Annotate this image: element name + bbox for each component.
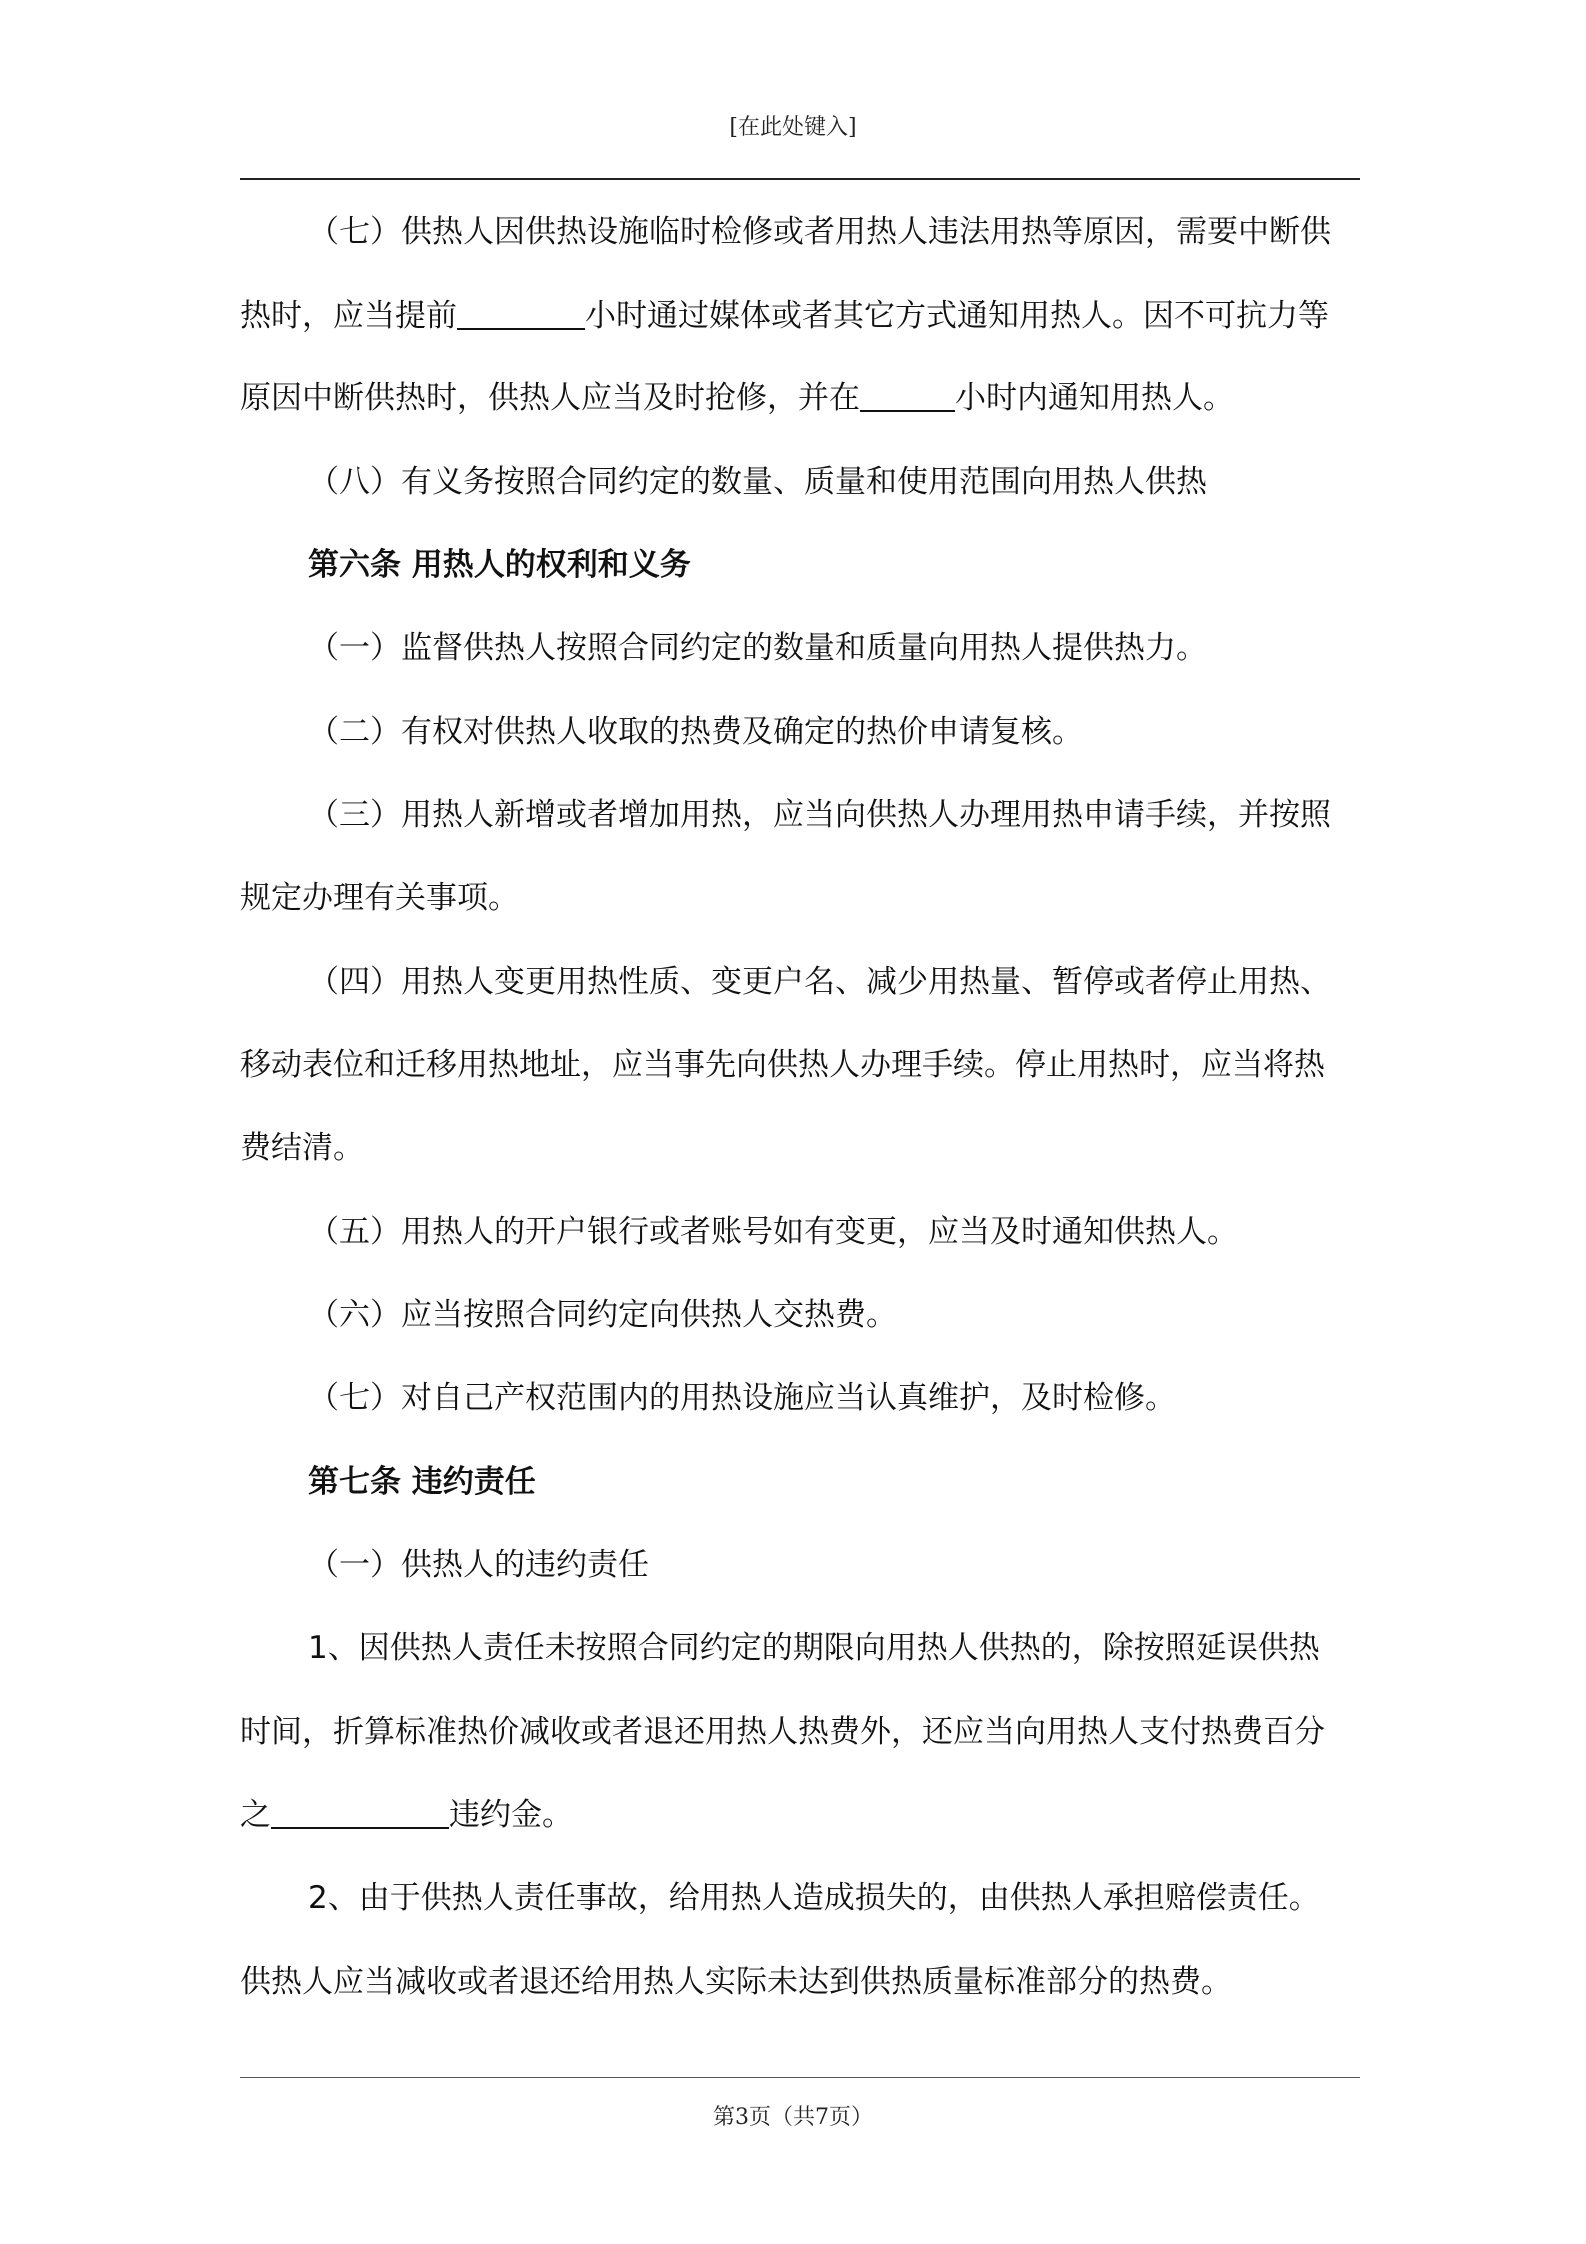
section-heading: 第七条 违约责任	[308, 1464, 536, 1500]
paragraph-line: 规定办理有关事项。	[240, 880, 519, 916]
paragraph-line: 2、由于供热人责任事故，给用热人造成损失的，由供热人承担赔偿责任。	[308, 1880, 1320, 1916]
paragraph-line: （四）用热人变更用热性质、变更户名、减少用热量、暂停或者停止用热、	[308, 964, 1331, 1000]
fill-in-blank-hours[interactable]	[860, 382, 955, 412]
line-text: 小时内通知用热人。	[955, 380, 1234, 416]
paragraph-line: 1、因供热人责任未按照合同约定的期限向用热人供热的，除按照延误供热	[308, 1630, 1320, 1666]
header-divider	[240, 178, 1360, 180]
paragraph-line	[240, 1795, 573, 1835]
paragraph-line: 供热人应当减收或者退还给用热人实际未达到供热质量标准部分的热费。	[240, 1964, 1232, 2000]
page-header: [在此处键入]	[729, 115, 857, 140]
line-text: 热时，应当提前	[240, 298, 457, 334]
paragraph-line: （三）用热人新增或者增加用热，应当向供热人办理用热申请手续，并按照	[308, 797, 1331, 833]
paragraph-line: 费结清。	[240, 1130, 364, 1166]
paragraph-line: （七）供热人因供热设施临时检修或者用热人违法用热等原因，需要中断供	[308, 214, 1331, 250]
page-footer: 第3页（共7页）	[713, 2105, 873, 2130]
paragraph-line: （一）供热人的违约责任	[308, 1547, 649, 1583]
paragraph-line: 时间，折算标准热价减收或者退还用热人热费外，还应当向用热人支付热费百分	[240, 1714, 1325, 1750]
paragraph-line: （六）应当按照合同约定向供热人交热费。	[308, 1297, 897, 1333]
footer-divider	[240, 2077, 1360, 2078]
paragraph-line: （五）用热人的开户银行或者账号如有变更，应当及时通知供热人。	[308, 1214, 1238, 1250]
fill-in-blank-hours[interactable]	[457, 300, 585, 330]
section-heading: 第六条 用热人的权利和义务	[308, 547, 691, 583]
line-text: 原因中断供热时，供热人应当及时抢修，并在	[240, 380, 860, 416]
line-text: 违约金。	[449, 1797, 573, 1833]
paragraph-line	[240, 378, 1234, 418]
paragraph-line	[240, 296, 1329, 336]
paragraph-line: 移动表位和迁移用热地址，应当事先向供热人办理手续。停止用热时，应当将热	[240, 1047, 1325, 1083]
fill-in-blank-percentage[interactable]	[271, 1799, 449, 1829]
line-text: 之	[240, 1797, 271, 1833]
paragraph-line: （八）有义务按照合同约定的数量、质量和使用范围向用热人供热	[308, 464, 1207, 500]
line-text: 小时通过媒体或者其它方式通知用热人。因不可抗力等	[585, 298, 1329, 334]
paragraph-line: （二）有权对供热人收取的热费及确定的热价申请复核。	[308, 714, 1083, 750]
paragraph-line: （一）监督供热人按照合同约定的数量和质量向用热人提供热力。	[308, 630, 1207, 666]
paragraph-line: （七）对自己产权范围内的用热设施应当认真维护，及时检修。	[308, 1380, 1176, 1416]
